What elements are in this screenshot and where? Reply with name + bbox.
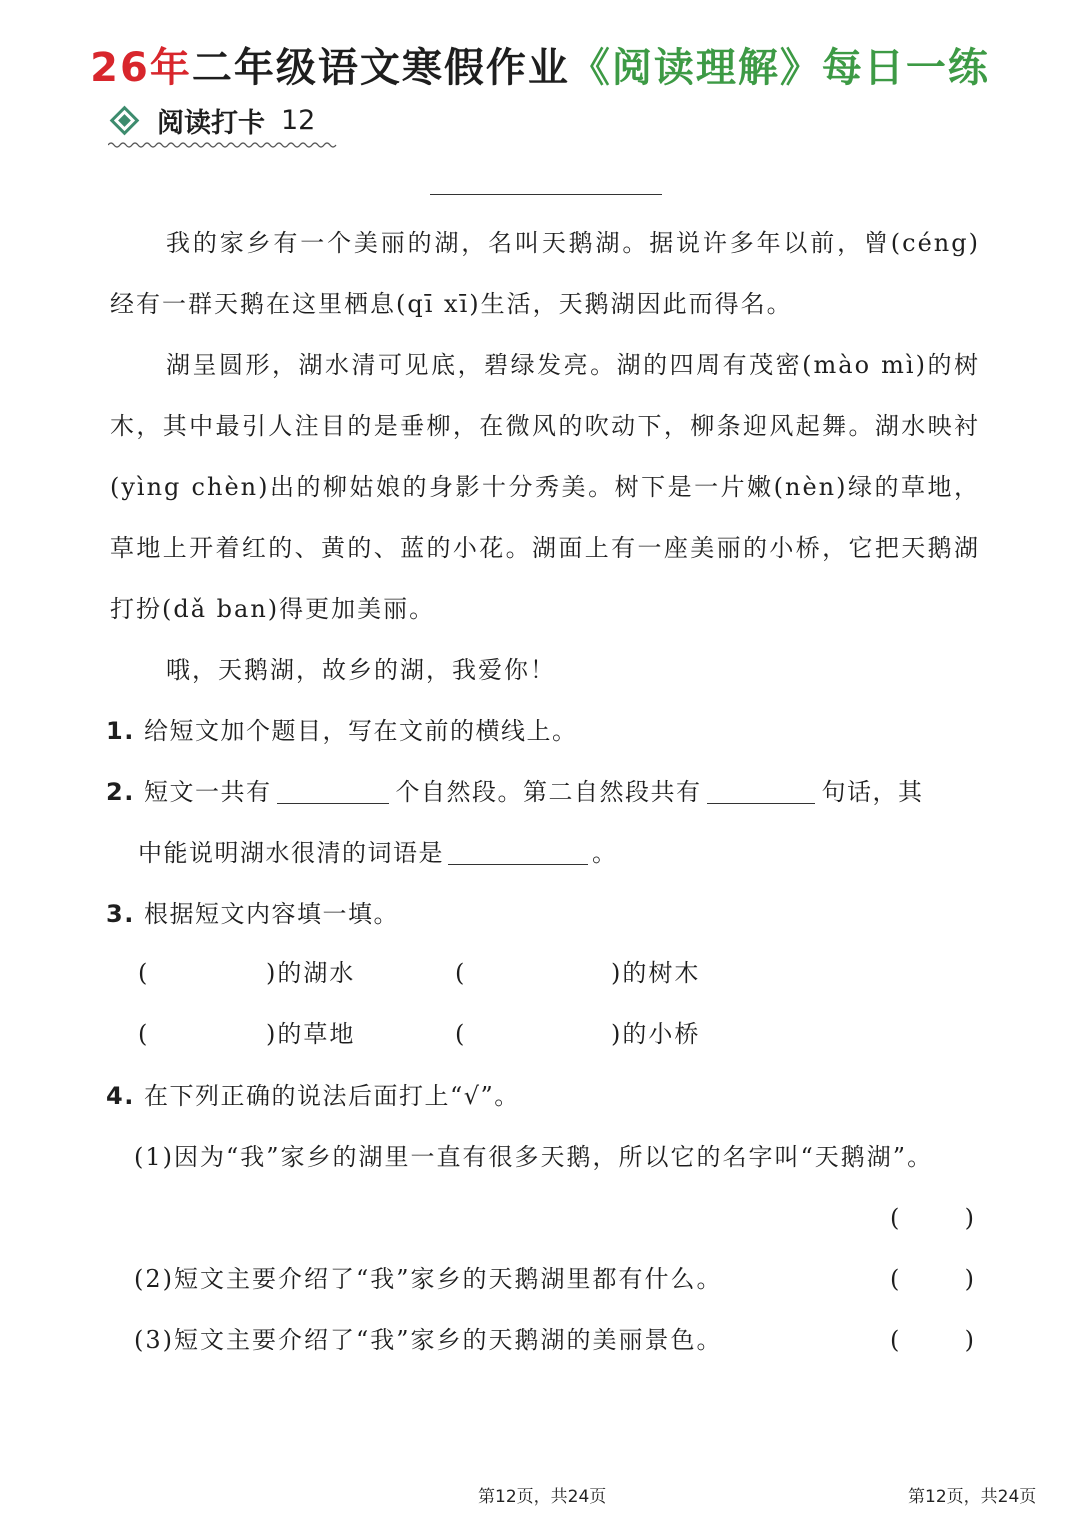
- title-main: 二年级语文寒假作业: [191, 45, 570, 91]
- blank-sentence-count[interactable]: [707, 777, 815, 804]
- title-tail: 每日一练: [821, 45, 990, 91]
- fill-blank[interactable]: (: [138, 1020, 150, 1048]
- question-text: 在下列正确的说法后面打上“√”。: [143, 1082, 520, 1110]
- question-text: 。: [592, 839, 618, 867]
- option-1: (1)因为“我”家乡的湖里一直有很多天鹅，所以它的名字叫“天鹅湖”。: [134, 1143, 934, 1171]
- passage-paragraph-1: 我的家乡有一个美丽的湖，名叫天鹅湖。据说许多年以前，曾(céng)经有一群天鹅在这里栖息(qī xī)生活，天鹅湖因此而得名。: [110, 229, 980, 318]
- fill-item-lake-water: ( )的湖水: [138, 953, 355, 993]
- question-number: 2.: [106, 778, 135, 806]
- footer-page-number-right: 第12页，共24页: [908, 1487, 1037, 1507]
- check-box-2[interactable]: ( ): [890, 1265, 974, 1293]
- option-3: (3)短文主要介绍了“我”家乡的天鹅湖的美丽景色。: [134, 1326, 723, 1354]
- check-box-3[interactable]: ( ): [890, 1326, 974, 1354]
- checkin-number: 12: [281, 104, 316, 136]
- question-number: 4.: [106, 1082, 135, 1110]
- title-year: 26年: [90, 45, 192, 91]
- footer-page-number: 第12页，共24页: [478, 1487, 607, 1507]
- reading-checkin-label: [110, 100, 315, 140]
- option-2: (2)短文主要介绍了“我”家乡的天鹅湖里都有什么。: [134, 1265, 723, 1293]
- fill-item-text: 的树木: [622, 959, 701, 987]
- check-box-1[interactable]: ( ): [890, 1204, 974, 1232]
- question-text: 根据短文内容填一填。: [143, 900, 399, 928]
- question-1: [106, 701, 986, 762]
- blank-clear-water-words[interactable]: [448, 838, 588, 865]
- blank-paragraph-count[interactable]: [277, 777, 389, 804]
- question-4: [106, 1066, 986, 1127]
- question-text: 个自然段。第二自然段共有: [395, 778, 702, 806]
- wavy-underline: [108, 140, 338, 150]
- diamond-icon: [110, 105, 140, 135]
- fill-item-bridge: ( )的小桥: [455, 1014, 700, 1054]
- fill-item-text: 的湖水: [277, 959, 356, 987]
- fill-blank[interactable]: (: [138, 959, 150, 987]
- question-text: 中能说明湖水很清的词语是: [138, 839, 444, 867]
- question-2: [106, 762, 986, 823]
- checkin-text: 阅读打卡: [157, 107, 265, 139]
- fill-item-grass: ( )的草地: [138, 1014, 355, 1054]
- fill-item-text: 的草地: [277, 1020, 356, 1048]
- fill-item-trees: ( )的树木: [455, 953, 700, 993]
- title-blank-line[interactable]: [430, 194, 662, 195]
- fill-item-text: 的小桥: [622, 1020, 701, 1048]
- passage-paragraph-3: 哦，天鹅湖，故乡的湖，我爱你！: [166, 656, 556, 684]
- question-number: 1.: [106, 717, 135, 745]
- question-number: 3.: [106, 900, 135, 928]
- question-2-line-2: [138, 823, 978, 884]
- fill-blank[interactable]: (: [455, 959, 467, 987]
- question-text: 句话，其: [821, 778, 924, 806]
- title-book: 《阅读理解》: [569, 45, 822, 91]
- question-3: [106, 884, 986, 945]
- question-text: 短文一共有: [143, 778, 272, 806]
- fill-blank[interactable]: (: [455, 1020, 467, 1048]
- question-text: 给短文加个题目，写在文前的横线上。: [143, 717, 578, 745]
- page-title: [0, 38, 1080, 98]
- passage-paragraph-2: 湖呈圆形，湖水清可见底，碧绿发亮。湖的四周有茂密(mào mì)的树木，其中最引人注目的是垂柳，在微风的吹动下，柳条迎风起舞。湖水映衬(yìng chèn)出的柳姑娘的身影十分秀美。树下是一片嫩(nèn)绿的草地，草地上开着红的、黄的、蓝的小花。湖面上有一座美丽的小桥，它把天鹅湖打扮(dǎ ban)得更加美丽。: [110, 351, 980, 623]
